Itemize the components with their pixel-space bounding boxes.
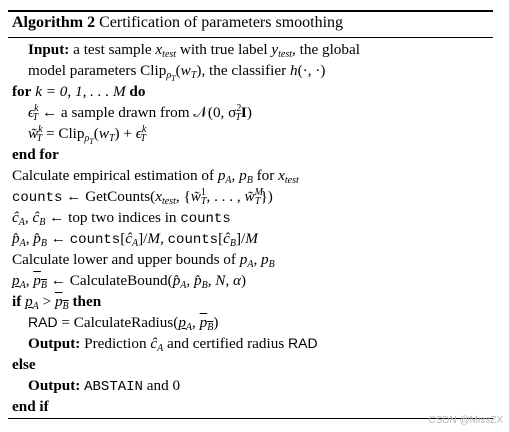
bottom-rule [8, 418, 493, 419]
line-epsilon: $\epsilon^k_T$ ← a sample drawn from 𝒩(0, $\sigma^2_TI$) [28, 103, 252, 123]
line-w-tilde: w̃$^k_T$ = $Clip_{\rho_T}(w_T) + \epsilon^k_T$ [28, 124, 147, 146]
line-top-two: $ĉ_A$, $ĉ_B$ ← top two indices in counts [12, 209, 231, 228]
line-end-for: end for [12, 146, 59, 163]
line-else: else [12, 356, 36, 373]
line-calc-bound: $p_A$, $p_B$ ← $CalculateBound(p̂_A$, $p̂_B$, N, α) [12, 272, 247, 291]
algorithm-caption [8, 12, 493, 34]
line-output-abstain: Output: ABSTAIN and 0 [28, 377, 181, 395]
algorithm-label: Algorithm 2 [12, 14, 96, 31]
line-input-1: Input: a test sample $x_{test}$ with true label $y_{test}$, the global [28, 41, 360, 60]
line-counts: counts ← $GetCounts(x_{test}$, {w̃$^1_T$, . . . , w̃$^M_T$}) [12, 187, 273, 207]
line-bounds: Calculate lower and upper bounds of $p_A$, $p_B$ [12, 251, 275, 270]
algorithm-block [8, 10, 493, 419]
line-output-prediction: Output: Prediction $ĉ_A$ and certified radius RAD [28, 335, 318, 354]
line-empirical: Calculate empirical estimation of $p_A$, $p_B$ for $x_{test}$ [12, 167, 299, 186]
line-rad: RAD = $CalculateRadius(p_A$, $p_B$) [28, 314, 219, 333]
line-p-hat: $p̂_A$, $p̂_B$ ← $counts[ĉ_A]/M$, $counts[ĉ_B]/M$ [12, 230, 258, 249]
algorithm-title: Certification of parameters smoothing [99, 14, 344, 31]
line-if: if $p_A > p_B$ then [12, 293, 102, 312]
line-for: for k = 0, 1, . . . M do [12, 83, 146, 100]
algorithm-body [8, 38, 493, 417]
line-input-2: model parameters $Clip_{\rho_T}(w_T)$, the classifier h(·, ·) [28, 62, 326, 83]
line-end-if: end if [12, 398, 49, 415]
watermark: CSDN @MissZX [428, 415, 503, 426]
